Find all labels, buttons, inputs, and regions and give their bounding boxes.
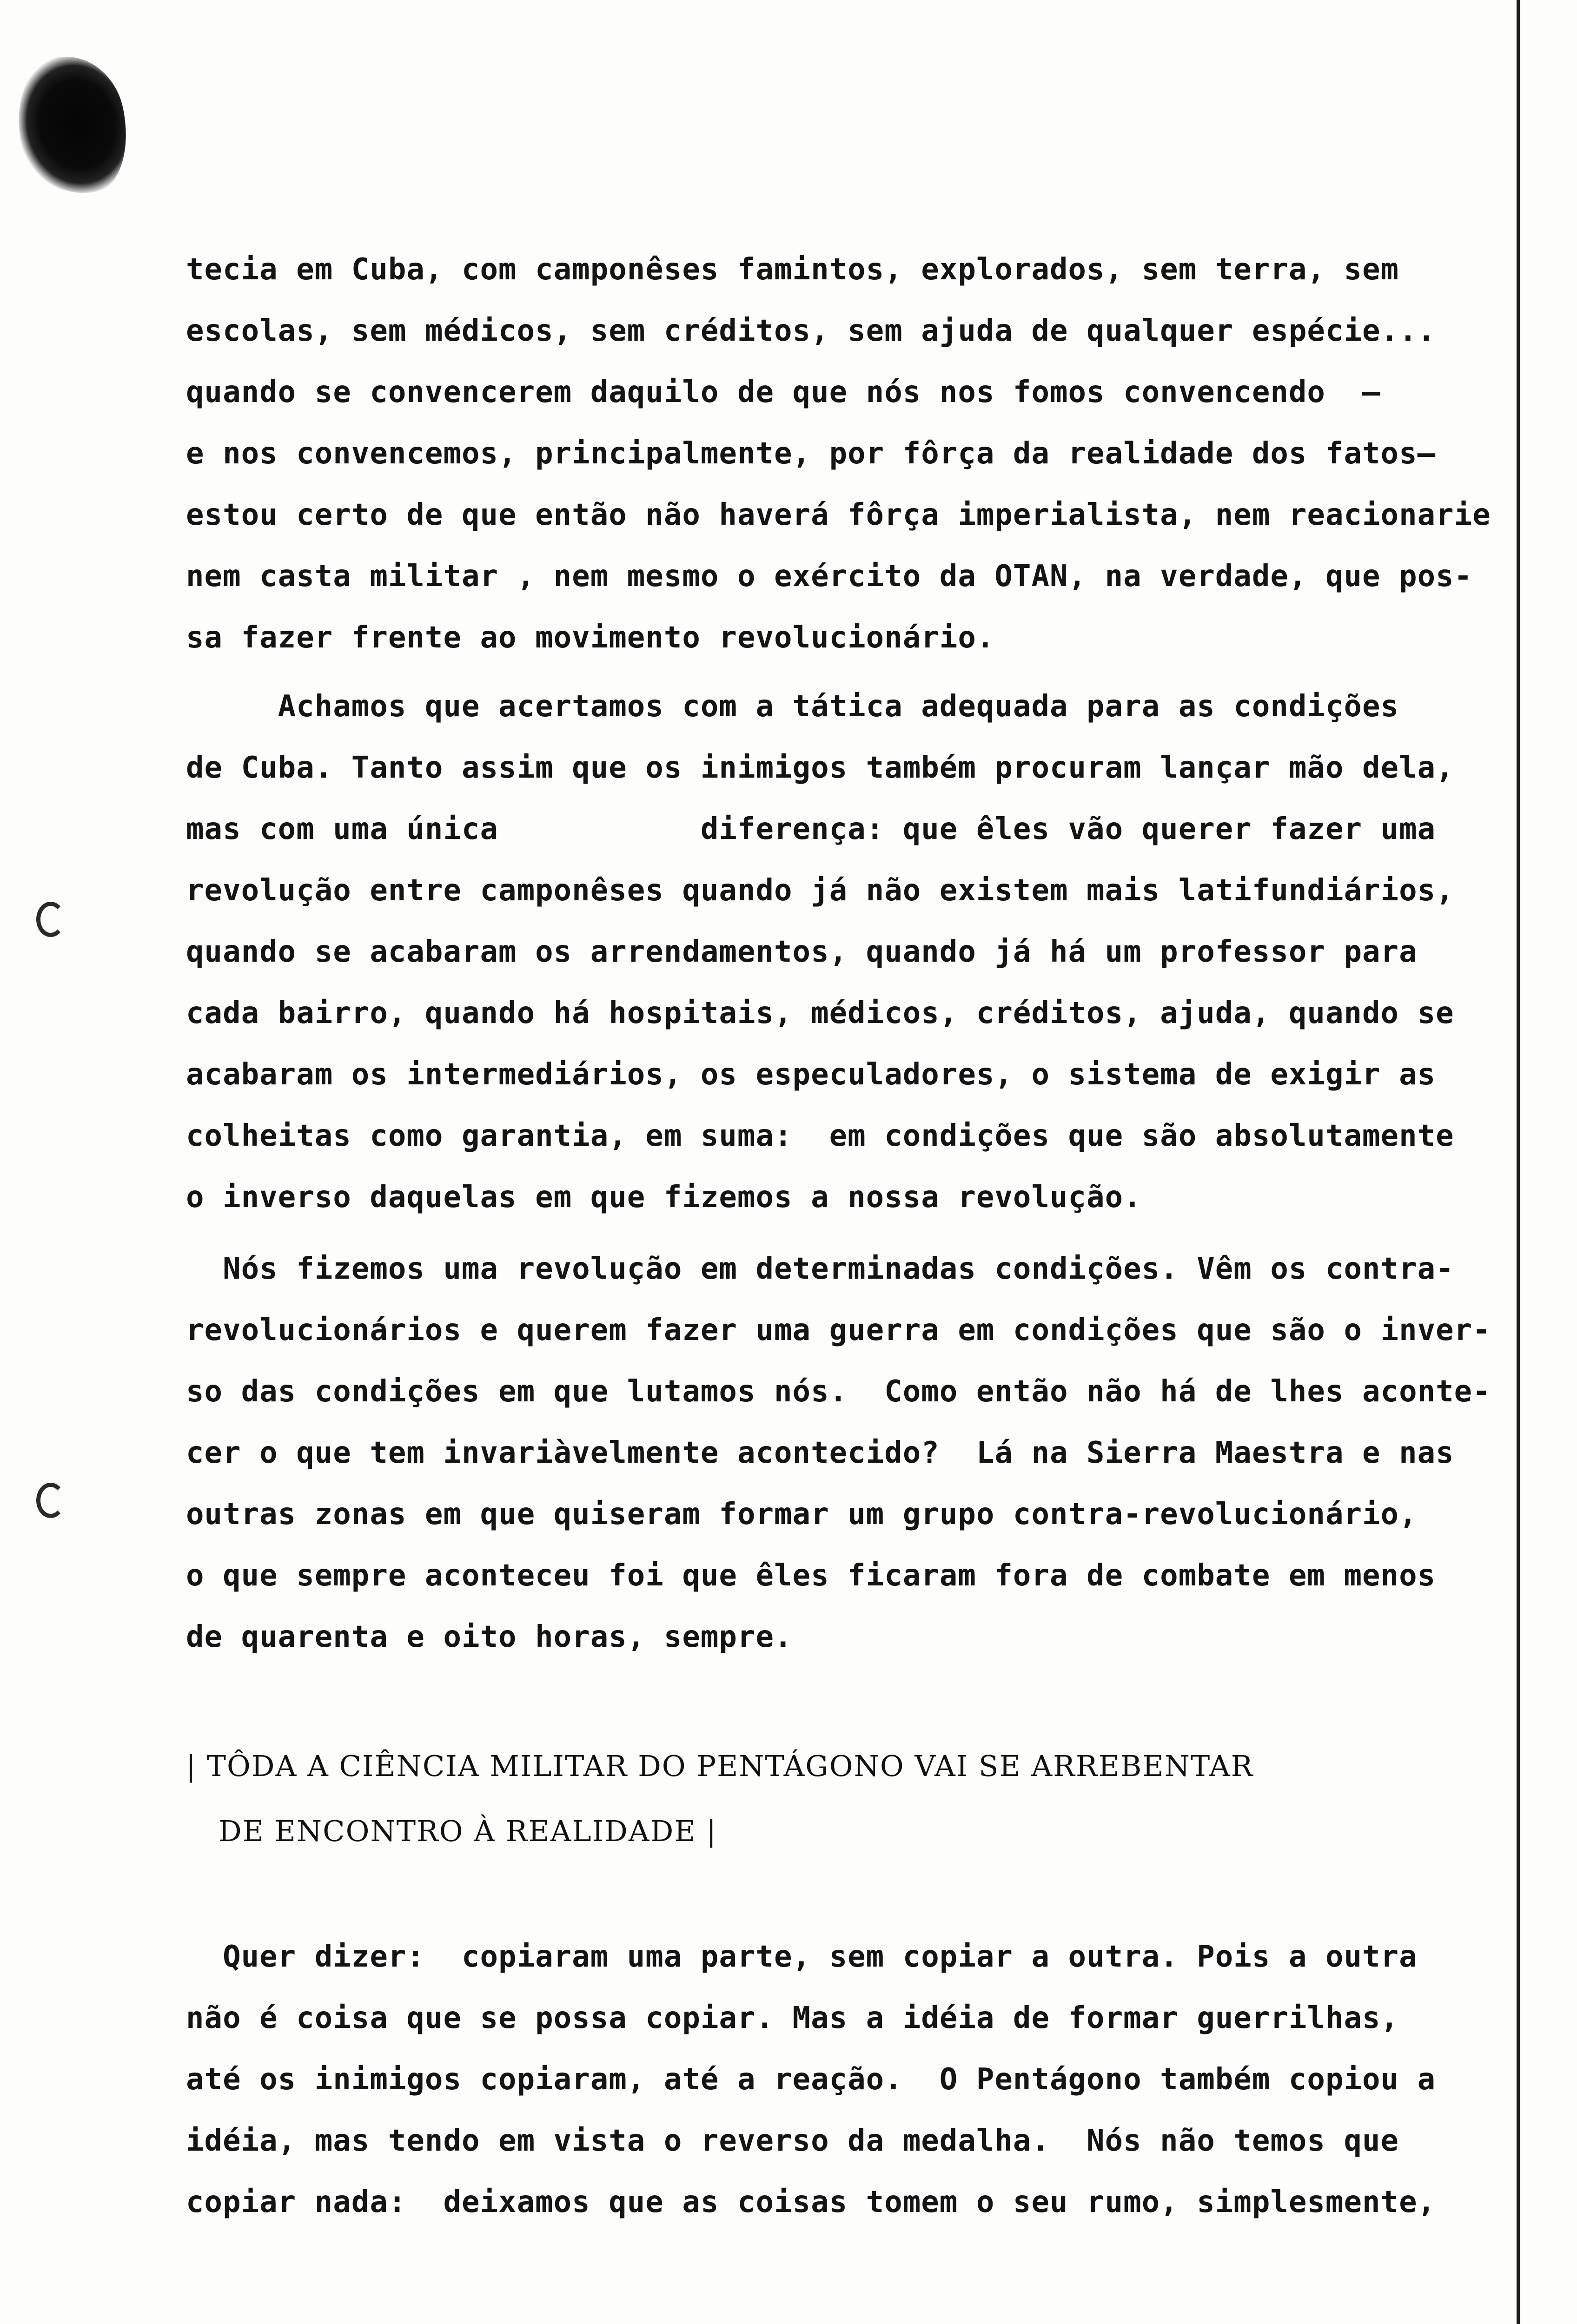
text-line: colheitas como garantia, em suma: em condições que são absolutamente (186, 1119, 1454, 1153)
text-line: de Cuba. Tanto assim que os inimigos também procuram lançar mão dela, (186, 751, 1454, 785)
text-line: escolas, sem médicos, sem créditos, sem ajuda de qualquer espécie... (186, 314, 1436, 348)
text-line: outras zonas em que quiseram formar um grupo contra-revolucionário, (186, 1497, 1418, 1532)
binder-hole (36, 902, 65, 937)
text-line: cada bairro, quando há hospitais, médicos, créditos, ajuda, quando se (186, 996, 1454, 1030)
text-line: e nos convencemos, principalmente, por fôrça da realidade dos fatos— (186, 436, 1436, 471)
text-line: não é coisa que se possa copiar. Mas a idéia de formar guerrilhas, (186, 2001, 1399, 2035)
text-line: quando se convencerem daquilo de que nós nos fomos convencendo — (186, 375, 1381, 409)
text-line: estou certo de que então não haverá fôrça imperialista, nem reacionarie (186, 498, 1491, 532)
text-line: tecia em Cuba, com camponêses famintos, explorados, sem terra, sem (186, 252, 1399, 287)
text-line: de quarenta e oito horas, sempre. (186, 1620, 793, 1654)
text-line: cer o que tem invariàvelmente acontecido? Lá na Sierra Maestra e nas (186, 1436, 1454, 1470)
text-line: copiar nada: deixamos que as coisas tomem o seu rumo, simplesmente, (186, 2185, 1436, 2219)
section-heading: DE ENCONTRO À REALIDADE | (219, 1814, 717, 1848)
text-line: idéia, mas tendo em vista o reverso da medalha. Nós não temos que (186, 2124, 1399, 2158)
text-line: sa fazer frente ao movimento revolucionário. (186, 621, 995, 655)
binder-hole (36, 1483, 65, 1518)
text-line: acabaram os intermediários, os especuladores, o sistema de exigir as (186, 1057, 1436, 1092)
text-line: nem casta militar , nem mesmo o exército da OTAN, na verdade, que pos- (186, 559, 1473, 594)
text-line: revolucionários e querem fazer uma guerra em condições que são o inver- (186, 1313, 1491, 1347)
text-line: até os inimigos copiaram, até a reação. O Pentágono também copiou a (186, 2062, 1436, 2097)
text-line: mas com uma única diferença: que êles vão querer fazer uma (186, 812, 1436, 846)
text-line: o que sempre aconteceu foi que êles ficaram fora de combate em menos (186, 1558, 1436, 1593)
page-edge-rule (1517, 0, 1520, 2324)
section-heading: | TÔDA A CIÊNCIA MILITAR DO PENTÁGONO VAI SE ARREBENTAR (186, 1749, 1254, 1783)
ink-blot (5, 46, 139, 205)
text-line: revolução entre camponêses quando já não existem mais latifundiários, (186, 873, 1454, 908)
text-line: Achamos que acertamos com a tática adequada para as condições (186, 689, 1399, 724)
text-line: Nós fizemos uma revolução em determinadas condições. Vêm os contra- (186, 1252, 1454, 1286)
text-line: Quer dizer: copiaram uma parte, sem copiar a outra. Pois a outra (186, 1940, 1418, 1974)
text-line: o inverso daquelas em que fizemos a nossa revolução. (186, 1180, 1142, 1215)
text-line: so das condições em que lutamos nós. Como então não há de lhes aconte- (186, 1374, 1491, 1409)
text-line: quando se acabaram os arrendamentos, quando já há um professor para (186, 935, 1418, 969)
